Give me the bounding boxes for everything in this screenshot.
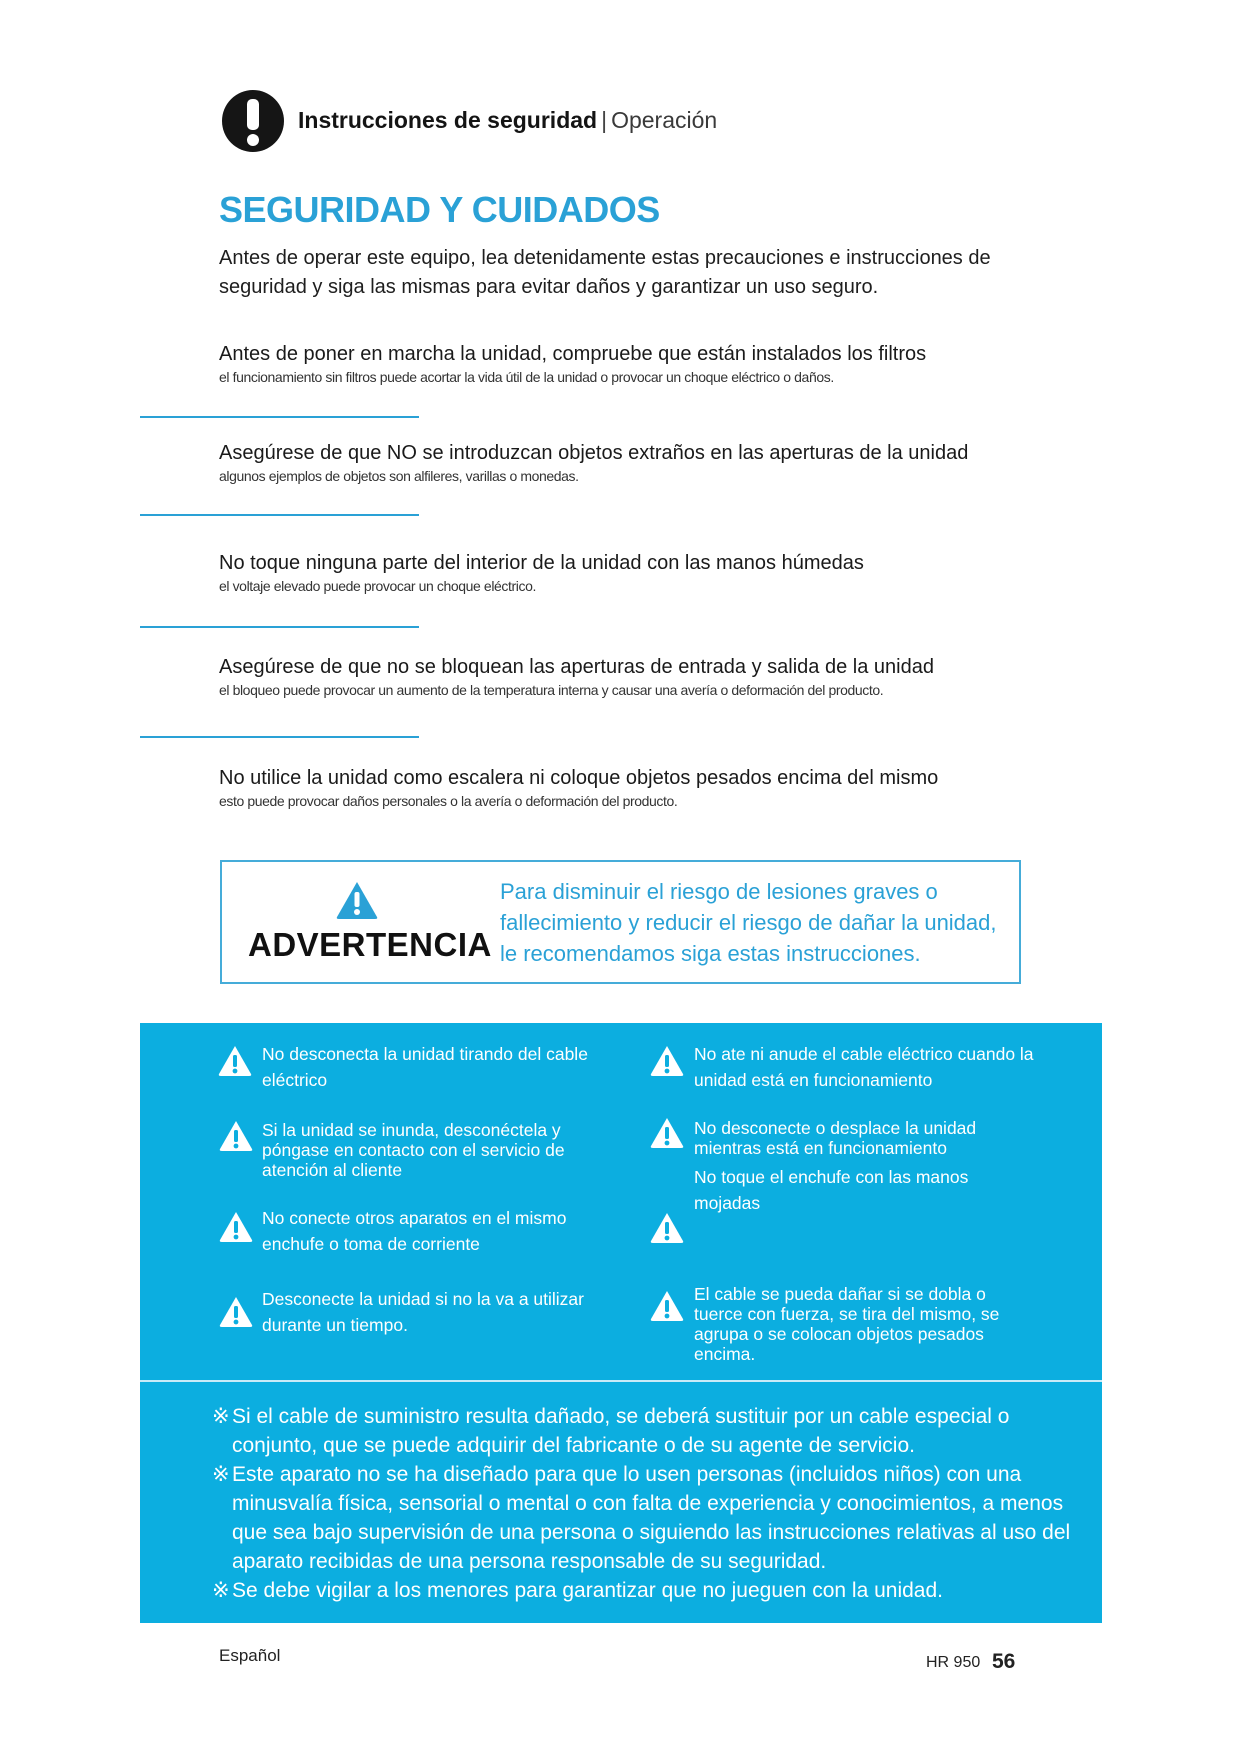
warning-triangle-icon	[335, 880, 379, 920]
header-subtitle: Operación	[611, 107, 718, 133]
note-item	[212, 1402, 1072, 1460]
rule-divider	[140, 736, 419, 738]
rule-item	[219, 341, 1039, 387]
rule-item	[219, 765, 1039, 811]
warning-triangle-icon	[218, 1045, 252, 1077]
exclamation-circle-icon	[221, 89, 285, 153]
warning-triangle-icon	[650, 1117, 684, 1149]
rule-divider	[140, 416, 419, 418]
intro-paragraph: Antes de operar este equipo, lea detenidamente estas precauciones e instrucciones de seguridad y siga las mismas para evitar daños y garantizar un uso seguro.	[219, 247, 991, 298]
warning-label: ADVERTENCIA	[248, 926, 492, 963]
rule-subtitle: el funcionamiento sin filtros puede acortar la vida útil de la unidad o provocar un choque eléctrico o daños.	[219, 369, 834, 385]
warning-item: No toque el enchufe con las manos mojadas	[694, 1167, 969, 1213]
warning-triangle-icon	[650, 1212, 684, 1244]
warning-triangle-icon	[650, 1045, 684, 1077]
section-header	[298, 104, 717, 136]
note-item	[212, 1576, 1072, 1605]
notes-block	[212, 1402, 1072, 1605]
rule-subtitle: el bloqueo puede provocar un aumento de la temperatura interna y causar una avería o deformación del producto.	[219, 682, 884, 698]
header-title: Instrucciones de seguridad	[298, 107, 598, 133]
rule-divider	[140, 514, 419, 516]
page-title: SEGURIDAD Y CUIDADOS	[219, 189, 660, 230]
warning-message: Para disminuir el riesgo de lesiones graves o fallecimiento y reducir el riesgo de dañar la unidad, le recomendamos siga estas instrucciones.	[500, 879, 997, 966]
warning-item: Desconecte la unidad si no la va a utilizar durante un tiempo.	[262, 1289, 584, 1335]
header-separator: |	[601, 107, 608, 133]
rule-subtitle: el voltaje elevado puede provocar un choque eléctrico.	[219, 578, 536, 594]
panel-divider	[140, 1380, 1102, 1382]
footer-language: Español	[219, 1646, 281, 1665]
rule-item	[219, 440, 1039, 486]
warning-item: Si la unidad se inunda, desconéctela y póngase en contacto con el servicio de atención al cliente	[262, 1120, 565, 1180]
warning-triangle-icon	[219, 1120, 253, 1152]
rule-subtitle: esto puede provocar daños personales o la avería o deformación del producto.	[219, 793, 678, 809]
rule-title: Antes de poner en marcha la unidad, compruebe que están instalados los filtros	[219, 343, 927, 365]
rule-title: No toque ninguna parte del interior de la unidad con las manos húmedas	[219, 552, 864, 574]
footer-model: HR 950	[926, 1654, 981, 1671]
warning-triangle-icon	[219, 1211, 253, 1243]
note-mark: ※	[212, 1579, 230, 1602]
rule-divider	[140, 626, 419, 628]
page-number: 56	[992, 1650, 1016, 1673]
rule-title: Asegúrese de que NO se introduzcan objetos extraños en las aperturas de la unidad	[219, 442, 969, 464]
warning-item: El cable se pueda dañar si se dobla o tuerce con fuerza, se tira del mismo, se agrupa o se colocan objetos pesados encima.	[694, 1284, 1000, 1364]
rule-title: No utilice la unidad como escalera ni coloque objetos pesados encima del mismo	[219, 767, 939, 789]
warning-item: No desconecta la unidad tirando del cable eléctrico	[262, 1044, 588, 1090]
note-item	[212, 1460, 1072, 1576]
warning-triangle-icon	[650, 1290, 684, 1322]
rule-item	[219, 654, 1039, 700]
note-mark: ※	[212, 1405, 230, 1428]
note-text: Este aparato no se ha diseñado para que lo usen personas (incluidos niños) con una minusvalía física, sensorial o mental o con falta de experiencia y conocimientos, a menos que sea bajo supervisión de una persona o siguiendo las instrucciones relativas al uso del aparato recibidas de una persona responsable de su seguridad.	[232, 1463, 1071, 1573]
note-text: Si el cable de suministro resulta dañado, se deberá sustituir por un cable especial o conjunto, que se puede adquirir del fabricante o de su agente de servicio.	[232, 1405, 1010, 1457]
note-mark: ※	[212, 1463, 230, 1486]
rule-item	[219, 550, 1039, 596]
note-text: Se debe vigilar a los menores para garantizar que no jueguen con la unidad.	[232, 1579, 943, 1602]
warning-item: No desconecte o desplace la unidad mientras está en funcionamiento	[694, 1118, 977, 1158]
warning-item: No ate ni anude el cable eléctrico cuando la unidad está en funcionamiento	[694, 1044, 1034, 1090]
warning-triangle-icon	[219, 1296, 253, 1328]
rule-subtitle: algunos ejemplos de objetos son alfileres, varillas o monedas.	[219, 468, 579, 484]
rule-title: Asegúrese de que no se bloquean las aperturas de entrada y salida de la unidad	[219, 656, 934, 678]
warning-item: No conecte otros aparatos en el mismo enchufe o toma de corriente	[262, 1208, 567, 1254]
